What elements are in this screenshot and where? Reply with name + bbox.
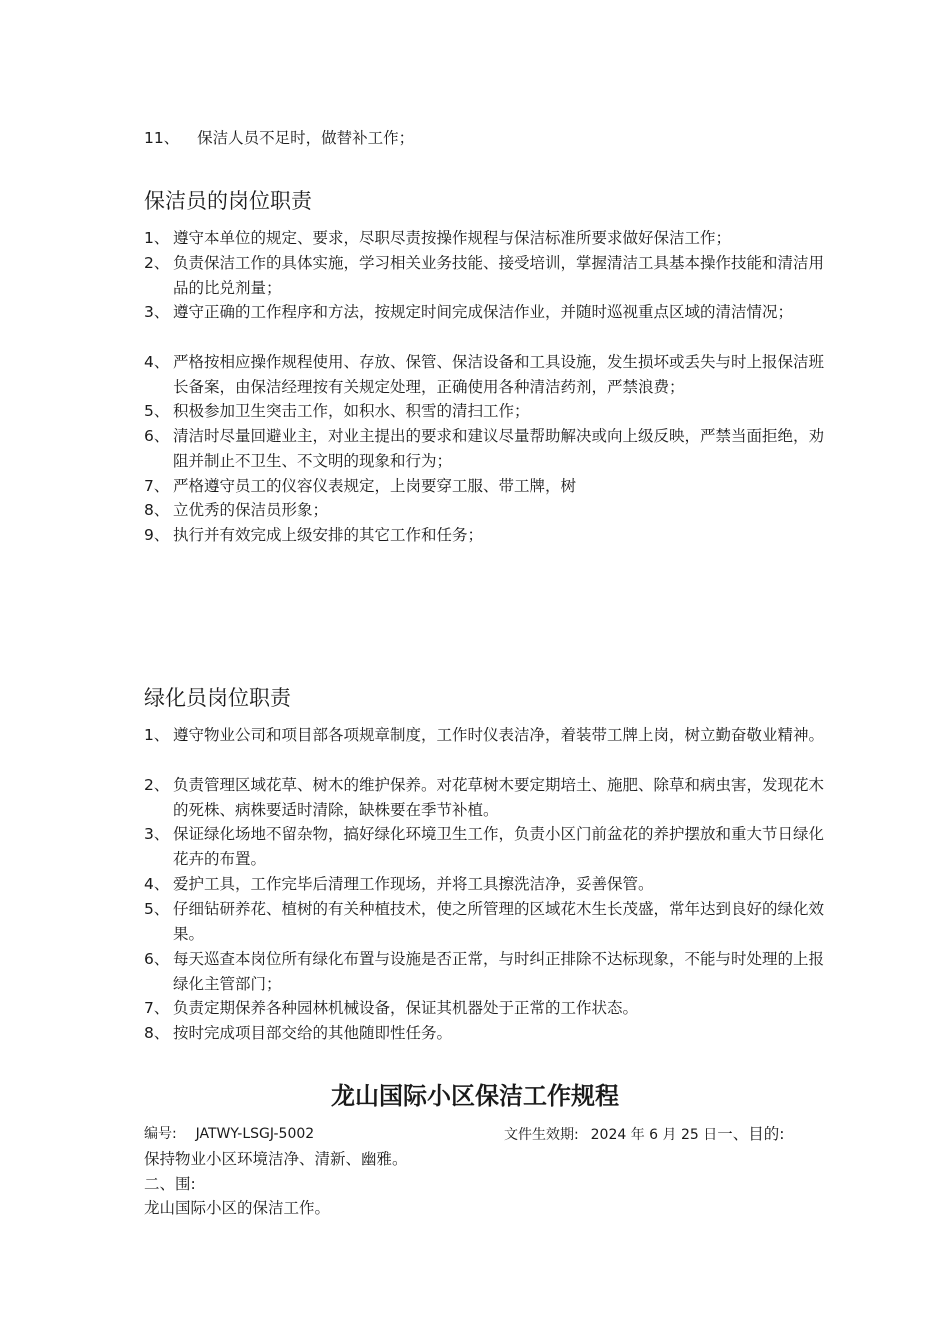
list-item xyxy=(144,947,824,996)
list-item xyxy=(144,474,824,499)
item-text: 保证绿化场地不留杂物，搞好绿化环境卫生工作，负责小区门前盆花的养护摆放和重大节日绿化花卉的布置。 xyxy=(173,825,825,868)
item-number: 7、 xyxy=(144,477,170,495)
list-item xyxy=(144,424,824,473)
item-text: 积极参加卫生突击工作，如积水、积雪的清扫工作； xyxy=(173,402,530,420)
list-item xyxy=(144,498,824,523)
item-text: 遵守正确的工作程序和方法，按规定时间完成保洁作业，并随时巡视重点区域的清洁情况； xyxy=(173,303,794,321)
item-text: 爱护工具，工作完毕后清理工作现场，并将工具擦洗洁净，妥善保管。 xyxy=(173,875,654,893)
code-label: 编号: xyxy=(144,1126,177,1142)
item-text: 严格遵守员工的仪容仪表规定，上岗要穿工服、带工牌，树 xyxy=(173,477,577,495)
item-number: 4、 xyxy=(144,875,170,893)
item-number: 1、 xyxy=(144,726,170,744)
item-text: 负责管理区域花草、树木的维护保养。对花草树木要定期培土、施肥、除草和病虫害，发现花木的死株、病株要适时清除，缺株要在季节补植。 xyxy=(173,776,825,819)
code-value: JATWY-LSGJ-5002 xyxy=(195,1126,315,1142)
effective-date xyxy=(504,1124,784,1145)
item-text: 执行并有效完成上级安排的其它工作和任务； xyxy=(173,526,484,544)
scope-heading: 二、围: xyxy=(144,1175,196,1193)
item-number: 5、 xyxy=(144,402,170,420)
item-text: 立优秀的保洁员形象； xyxy=(173,501,329,519)
list-item xyxy=(144,126,414,150)
scope-text: 龙山国际小区的保洁工作。 xyxy=(144,1199,331,1217)
item-text: 仔细钻研养花、植树的有关种植技术，使之所管理的区域花木生长茂盛，常年达到良好的绿化效果。 xyxy=(173,900,825,943)
list-item xyxy=(144,723,824,748)
item-text: 严格按相应操作规程使用、存放、保管、保洁设备和工具设施，发生损坏或丢失与时上报保洁班长备案，由保洁经理按有关规定处理，正确使用各种清洁药剂，严禁浪费； xyxy=(173,353,825,396)
item-text: 遵守物业公司和项目部各项规章制度，工作时仪表洁净，着装带工牌上岗，树立勤奋敬业精神。 xyxy=(173,726,825,744)
item-text: 清洁时尽量回避业主，对业主提出的要求和建议尽量帮助解决或向上级反映，严禁当面拒绝，劝阻并制止不卫生、不文明的现象和行为； xyxy=(173,427,825,470)
list-item xyxy=(144,773,824,822)
list-item xyxy=(144,822,824,871)
list-item xyxy=(144,251,824,300)
item-number: 9、 xyxy=(144,526,170,544)
item-text: 负责保洁工作的具体实施，学习相关业务技能、接受培训，掌握清洁工具基本操作技能和清洁用品的比兑剂量； xyxy=(173,254,825,297)
list-item xyxy=(144,226,824,251)
list-item xyxy=(144,300,824,325)
item-text: 每天巡查本岗位所有绿化布置与设施是否正常，与时纠正排除不达标现象，不能与时处理的上报绿化主管部门； xyxy=(173,950,825,993)
item-number: 6、 xyxy=(144,427,170,445)
item-number: 6、 xyxy=(144,950,170,968)
item-number: 5、 xyxy=(144,900,170,918)
item-number: 8、 xyxy=(144,1024,170,1042)
list-item xyxy=(144,1021,824,1046)
list-item xyxy=(144,872,824,897)
section-heading-cleaner: 保洁员的岗位职责 xyxy=(144,189,312,213)
effective-date-value: 2024 年 6 月 25 日 xyxy=(590,1127,718,1143)
effective-label: 文件生效期: xyxy=(504,1127,579,1143)
list-item xyxy=(144,350,824,399)
purpose-text: 保持物业小区环境洁净、清新、幽雅。 xyxy=(144,1150,408,1168)
purpose-heading: 一、目的: xyxy=(717,1125,785,1143)
item-number: 8、 xyxy=(144,501,170,519)
list-item xyxy=(144,399,824,424)
list-item xyxy=(144,523,824,548)
item-text: 遵守本单位的规定、要求，尽职尽责按操作规程与保洁标准所要求做好保洁工作； xyxy=(173,229,732,247)
item-number: 3、 xyxy=(144,825,170,843)
item-text: 按时完成项目部交给的其他随即性任务。 xyxy=(173,1024,453,1042)
item-number: 11、 xyxy=(144,129,180,147)
item-number: 2、 xyxy=(144,776,170,794)
item-number: 1、 xyxy=(144,229,170,247)
item-text: 负责定期保养各种园林机械设备，保证其机器处于正常的工作状态。 xyxy=(173,999,639,1017)
list-item xyxy=(144,996,824,1021)
item-number: 7、 xyxy=(144,999,170,1017)
list-item xyxy=(144,897,824,946)
item-number: 2、 xyxy=(144,254,170,272)
item-number: 3、 xyxy=(144,303,170,321)
item-text: 保洁人员不足时，做替补工作； xyxy=(197,129,415,147)
document-code xyxy=(144,1124,314,1144)
section-heading-greening: 绿化员岗位职责 xyxy=(144,686,291,710)
regulation-title: 龙山国际小区保洁工作规程 xyxy=(331,1082,619,1110)
item-number: 4、 xyxy=(144,353,170,371)
